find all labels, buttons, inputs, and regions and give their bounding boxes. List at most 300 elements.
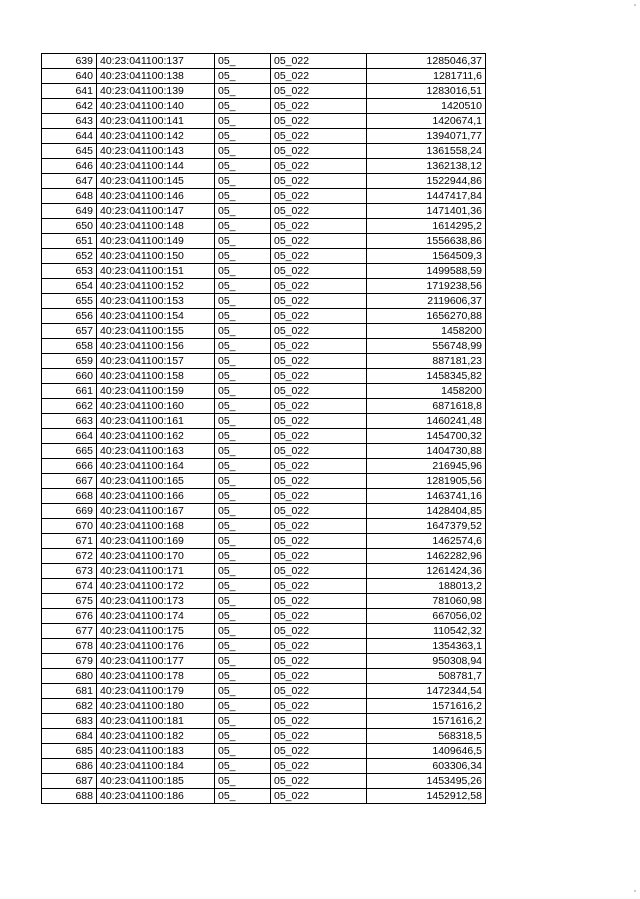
region-code-cell: 05_ [215, 654, 271, 669]
scan-speck [634, 4, 636, 6]
zone-code-cell: 05_022 [271, 84, 367, 99]
region-code-cell: 05_ [215, 579, 271, 594]
region-code-cell: 05_ [215, 174, 271, 189]
zone-code-cell: 05_022 [271, 444, 367, 459]
row-number-cell: 657 [42, 324, 97, 339]
row-number-cell: 677 [42, 624, 97, 639]
zone-code-cell: 05_022 [271, 339, 367, 354]
cadastral-value-cell: 110542,32 [367, 624, 486, 639]
table-row [42, 684, 486, 699]
table-row [42, 309, 486, 324]
row-number-cell: 667 [42, 474, 97, 489]
cadastral-value-cell: 1458200 [367, 384, 486, 399]
region-code-cell: 05_ [215, 69, 271, 84]
zone-code-cell: 05_022 [271, 549, 367, 564]
zone-code-cell: 05_022 [271, 99, 367, 114]
zone-code-cell: 05_022 [271, 369, 367, 384]
row-number-cell: 670 [42, 519, 97, 534]
row-number-cell: 650 [42, 219, 97, 234]
region-code-cell: 05_ [215, 204, 271, 219]
zone-code-cell: 05_022 [271, 144, 367, 159]
cadastral-value-cell: 1462282,96 [367, 549, 486, 564]
table-row [42, 219, 486, 234]
region-code-cell: 05_ [215, 774, 271, 789]
row-number-cell: 676 [42, 609, 97, 624]
cadastral-number-cell: 40:23:041100:152 [97, 279, 215, 294]
region-code-cell: 05_ [215, 159, 271, 174]
cadastral-number-cell: 40:23:041100:148 [97, 219, 215, 234]
row-number-cell: 651 [42, 234, 97, 249]
table-row [42, 399, 486, 414]
cadastral-value-cell: 508781,7 [367, 669, 486, 684]
row-number-cell: 662 [42, 399, 97, 414]
cadastral-value-cell: 1453495,26 [367, 774, 486, 789]
region-code-cell: 05_ [215, 279, 271, 294]
region-code-cell: 05_ [215, 144, 271, 159]
region-code-cell: 05_ [215, 744, 271, 759]
table-row [42, 474, 486, 489]
cadastral-number-cell: 40:23:041100:156 [97, 339, 215, 354]
table-row [42, 714, 486, 729]
region-code-cell: 05_ [215, 324, 271, 339]
zone-code-cell: 05_022 [271, 744, 367, 759]
region-code-cell: 05_ [215, 429, 271, 444]
cadastral-value-cell: 1452912,58 [367, 789, 486, 804]
cadastral-number-cell: 40:23:041100:183 [97, 744, 215, 759]
region-code-cell: 05_ [215, 594, 271, 609]
region-code-cell: 05_ [215, 114, 271, 129]
cadastral-value-cell: 1719238,56 [367, 279, 486, 294]
zone-code-cell: 05_022 [271, 189, 367, 204]
region-code-cell: 05_ [215, 249, 271, 264]
cadastral-number-cell: 40:23:041100:147 [97, 204, 215, 219]
table-row [42, 759, 486, 774]
cadastral-number-cell: 40:23:041100:141 [97, 114, 215, 129]
cadastral-value-cell: 1472344,54 [367, 684, 486, 699]
cadastral-number-cell: 40:23:041100:167 [97, 504, 215, 519]
row-number-cell: 669 [42, 504, 97, 519]
table-row [42, 639, 486, 654]
row-number-cell: 671 [42, 534, 97, 549]
table-row [42, 594, 486, 609]
cadastral-number-cell: 40:23:041100:159 [97, 384, 215, 399]
region-code-cell: 05_ [215, 504, 271, 519]
cadastral-number-cell: 40:23:041100:138 [97, 69, 215, 84]
row-number-cell: 644 [42, 129, 97, 144]
zone-code-cell: 05_022 [271, 129, 367, 144]
table-row [42, 444, 486, 459]
region-code-cell: 05_ [215, 294, 271, 309]
table-row [42, 99, 486, 114]
region-code-cell: 05_ [215, 519, 271, 534]
zone-code-cell: 05_022 [271, 714, 367, 729]
table-row [42, 519, 486, 534]
row-number-cell: 672 [42, 549, 97, 564]
cadastral-number-cell: 40:23:041100:137 [97, 54, 215, 69]
table-row [42, 279, 486, 294]
region-code-cell: 05_ [215, 309, 271, 324]
zone-code-cell: 05_022 [271, 654, 367, 669]
zone-code-cell: 05_022 [271, 324, 367, 339]
table-row [42, 654, 486, 669]
cadastral-value-cell: 781060,98 [367, 594, 486, 609]
cadastral-value-table [41, 53, 486, 804]
row-number-cell: 680 [42, 669, 97, 684]
cadastral-number-cell: 40:23:041100:185 [97, 774, 215, 789]
cadastral-value-cell: 1458200 [367, 324, 486, 339]
row-number-cell: 666 [42, 459, 97, 474]
zone-code-cell: 05_022 [271, 69, 367, 84]
region-code-cell: 05_ [215, 759, 271, 774]
cadastral-value-cell: 1362138,12 [367, 159, 486, 174]
zone-code-cell: 05_022 [271, 204, 367, 219]
cadastral-value-cell: 603306,34 [367, 759, 486, 774]
cadastral-value-cell: 1394071,77 [367, 129, 486, 144]
cadastral-number-cell: 40:23:041100:151 [97, 264, 215, 279]
zone-code-cell: 05_022 [271, 399, 367, 414]
cadastral-value-cell: 1261424,36 [367, 564, 486, 579]
zone-code-cell: 05_022 [271, 684, 367, 699]
row-number-cell: 673 [42, 564, 97, 579]
cadastral-value-cell: 1564509,3 [367, 249, 486, 264]
cadastral-number-cell: 40:23:041100:142 [97, 129, 215, 144]
row-number-cell: 652 [42, 249, 97, 264]
cadastral-number-cell: 40:23:041100:161 [97, 414, 215, 429]
region-code-cell: 05_ [215, 189, 271, 204]
region-code-cell: 05_ [215, 534, 271, 549]
row-number-cell: 642 [42, 99, 97, 114]
cadastral-value-cell: 1354363,1 [367, 639, 486, 654]
region-code-cell: 05_ [215, 609, 271, 624]
cadastral-value-cell: 1454700,32 [367, 429, 486, 444]
zone-code-cell: 05_022 [271, 534, 367, 549]
cadastral-number-cell: 40:23:041100:140 [97, 99, 215, 114]
cadastral-value-cell: 1458345,82 [367, 369, 486, 384]
region-code-cell: 05_ [215, 729, 271, 744]
cadastral-number-cell: 40:23:041100:179 [97, 684, 215, 699]
zone-code-cell: 05_022 [271, 354, 367, 369]
cadastral-number-cell: 40:23:041100:163 [97, 444, 215, 459]
cadastral-value-cell: 556748,99 [367, 339, 486, 354]
cadastral-value-cell: 667056,02 [367, 609, 486, 624]
zone-code-cell: 05_022 [271, 264, 367, 279]
row-number-cell: 655 [42, 294, 97, 309]
cadastral-number-cell: 40:23:041100:153 [97, 294, 215, 309]
region-code-cell: 05_ [215, 624, 271, 639]
row-number-cell: 653 [42, 264, 97, 279]
region-code-cell: 05_ [215, 714, 271, 729]
region-code-cell: 05_ [215, 354, 271, 369]
cadastral-number-cell: 40:23:041100:186 [97, 789, 215, 804]
cadastral-value-cell: 568318,5 [367, 729, 486, 744]
cadastral-number-cell: 40:23:041100:158 [97, 369, 215, 384]
cadastral-number-cell: 40:23:041100:149 [97, 234, 215, 249]
cadastral-number-cell: 40:23:041100:176 [97, 639, 215, 654]
cadastral-number-cell: 40:23:041100:172 [97, 579, 215, 594]
zone-code-cell: 05_022 [271, 294, 367, 309]
row-number-cell: 668 [42, 489, 97, 504]
cadastral-number-cell: 40:23:041100:182 [97, 729, 215, 744]
row-number-cell: 648 [42, 189, 97, 204]
table-row [42, 174, 486, 189]
zone-code-cell: 05_022 [271, 114, 367, 129]
table-row [42, 294, 486, 309]
table-row [42, 339, 486, 354]
table-row [42, 789, 486, 804]
table-row [42, 114, 486, 129]
zone-code-cell: 05_022 [271, 579, 367, 594]
zone-code-cell: 05_022 [271, 519, 367, 534]
cadastral-number-cell: 40:23:041100:184 [97, 759, 215, 774]
table-row [42, 354, 486, 369]
region-code-cell: 05_ [215, 684, 271, 699]
table-row [42, 129, 486, 144]
zone-code-cell: 05_022 [271, 384, 367, 399]
cadastral-number-cell: 40:23:041100:157 [97, 354, 215, 369]
cadastral-number-cell: 40:23:041100:165 [97, 474, 215, 489]
row-number-cell: 649 [42, 204, 97, 219]
table-row [42, 549, 486, 564]
zone-code-cell: 05_022 [271, 234, 367, 249]
cadastral-number-cell: 40:23:041100:175 [97, 624, 215, 639]
zone-code-cell: 05_022 [271, 729, 367, 744]
region-code-cell: 05_ [215, 639, 271, 654]
row-number-cell: 659 [42, 354, 97, 369]
zone-code-cell: 05_022 [271, 594, 367, 609]
region-code-cell: 05_ [215, 414, 271, 429]
table-row [42, 609, 486, 624]
row-number-cell: 688 [42, 789, 97, 804]
zone-code-cell: 05_022 [271, 669, 367, 684]
cadastral-number-cell: 40:23:041100:171 [97, 564, 215, 579]
region-code-cell: 05_ [215, 339, 271, 354]
cadastral-number-cell: 40:23:041100:145 [97, 174, 215, 189]
cadastral-value-cell: 1447417,84 [367, 189, 486, 204]
region-code-cell: 05_ [215, 699, 271, 714]
table-row [42, 384, 486, 399]
table-row [42, 144, 486, 159]
row-number-cell: 687 [42, 774, 97, 789]
cadastral-value-cell: 2119606,37 [367, 294, 486, 309]
table-row [42, 579, 486, 594]
table-row [42, 264, 486, 279]
cadastral-value-cell: 1281905,56 [367, 474, 486, 489]
zone-code-cell: 05_022 [271, 774, 367, 789]
zone-code-cell: 05_022 [271, 624, 367, 639]
region-code-cell: 05_ [215, 264, 271, 279]
row-number-cell: 678 [42, 639, 97, 654]
table-row [42, 324, 486, 339]
table-row [42, 729, 486, 744]
table-row [42, 744, 486, 759]
table-row [42, 459, 486, 474]
cadastral-number-cell: 40:23:041100:181 [97, 714, 215, 729]
cadastral-value-cell: 1647379,52 [367, 519, 486, 534]
row-number-cell: 686 [42, 759, 97, 774]
table-row [42, 699, 486, 714]
zone-code-cell: 05_022 [271, 474, 367, 489]
row-number-cell: 654 [42, 279, 97, 294]
region-code-cell: 05_ [215, 234, 271, 249]
table-row [42, 534, 486, 549]
table-row [42, 249, 486, 264]
table-row [42, 54, 486, 69]
cadastral-value-cell: 1283016,51 [367, 84, 486, 99]
cadastral-number-cell: 40:23:041100:174 [97, 609, 215, 624]
region-code-cell: 05_ [215, 474, 271, 489]
row-number-cell: 661 [42, 384, 97, 399]
region-code-cell: 05_ [215, 99, 271, 114]
cadastral-value-cell: 1463741,16 [367, 489, 486, 504]
cadastral-number-cell: 40:23:041100:160 [97, 399, 215, 414]
region-code-cell: 05_ [215, 564, 271, 579]
cadastral-number-cell: 40:23:041100:139 [97, 84, 215, 99]
region-code-cell: 05_ [215, 489, 271, 504]
table-row [42, 669, 486, 684]
cadastral-number-cell: 40:23:041100:144 [97, 159, 215, 174]
region-code-cell: 05_ [215, 384, 271, 399]
cadastral-number-cell: 40:23:041100:178 [97, 669, 215, 684]
region-code-cell: 05_ [215, 459, 271, 474]
cadastral-number-cell: 40:23:041100:162 [97, 429, 215, 444]
region-code-cell: 05_ [215, 444, 271, 459]
cadastral-number-cell: 40:23:041100:164 [97, 459, 215, 474]
zone-code-cell: 05_022 [271, 429, 367, 444]
row-number-cell: 660 [42, 369, 97, 384]
zone-code-cell: 05_022 [271, 789, 367, 804]
zone-code-cell: 05_022 [271, 249, 367, 264]
cadastral-value-cell: 950308,94 [367, 654, 486, 669]
region-code-cell: 05_ [215, 399, 271, 414]
row-number-cell: 643 [42, 114, 97, 129]
region-code-cell: 05_ [215, 219, 271, 234]
cadastral-value-cell: 1285046,37 [367, 54, 486, 69]
cadastral-value-cell: 1428404,85 [367, 504, 486, 519]
table-row [42, 369, 486, 384]
zone-code-cell: 05_022 [271, 174, 367, 189]
row-number-cell: 641 [42, 84, 97, 99]
cadastral-value-cell: 1361558,24 [367, 144, 486, 159]
zone-code-cell: 05_022 [271, 564, 367, 579]
cadastral-number-cell: 40:23:041100:173 [97, 594, 215, 609]
cadastral-value-cell: 6871618,8 [367, 399, 486, 414]
zone-code-cell: 05_022 [271, 159, 367, 174]
zone-code-cell: 05_022 [271, 219, 367, 234]
cadastral-number-cell: 40:23:041100:177 [97, 654, 215, 669]
cadastral-value-cell: 1656270,88 [367, 309, 486, 324]
region-code-cell: 05_ [215, 84, 271, 99]
row-number-cell: 665 [42, 444, 97, 459]
table-row [42, 69, 486, 84]
zone-code-cell: 05_022 [271, 489, 367, 504]
cadastral-value-cell: 1462574,6 [367, 534, 486, 549]
zone-code-cell: 05_022 [271, 309, 367, 324]
region-code-cell: 05_ [215, 54, 271, 69]
zone-code-cell: 05_022 [271, 504, 367, 519]
row-number-cell: 645 [42, 144, 97, 159]
cadastral-value-cell: 1471401,36 [367, 204, 486, 219]
cadastral-value-cell: 1460241,48 [367, 414, 486, 429]
zone-code-cell: 05_022 [271, 759, 367, 774]
zone-code-cell: 05_022 [271, 279, 367, 294]
table-row [42, 624, 486, 639]
cadastral-value-cell: 1571616,2 [367, 699, 486, 714]
row-number-cell: 646 [42, 159, 97, 174]
table-body [42, 54, 486, 804]
table-row [42, 504, 486, 519]
table-row [42, 204, 486, 219]
cadastral-value-cell: 1420510 [367, 99, 486, 114]
cadastral-value-cell: 1409646,5 [367, 744, 486, 759]
row-number-cell: 639 [42, 54, 97, 69]
cadastral-number-cell: 40:23:041100:150 [97, 249, 215, 264]
region-code-cell: 05_ [215, 789, 271, 804]
cadastral-value-cell: 1420674,1 [367, 114, 486, 129]
region-code-cell: 05_ [215, 369, 271, 384]
cadastral-number-cell: 40:23:041100:166 [97, 489, 215, 504]
row-number-cell: 675 [42, 594, 97, 609]
row-number-cell: 683 [42, 714, 97, 729]
table-row [42, 234, 486, 249]
zone-code-cell: 05_022 [271, 609, 367, 624]
zone-code-cell: 05_022 [271, 459, 367, 474]
cadastral-number-cell: 40:23:041100:180 [97, 699, 215, 714]
row-number-cell: 656 [42, 309, 97, 324]
zone-code-cell: 05_022 [271, 54, 367, 69]
row-number-cell: 681 [42, 684, 97, 699]
cadastral-value-cell: 1556638,86 [367, 234, 486, 249]
row-number-cell: 674 [42, 579, 97, 594]
cadastral-value-cell: 1522944,86 [367, 174, 486, 189]
row-number-cell: 647 [42, 174, 97, 189]
table-row [42, 84, 486, 99]
table-row [42, 774, 486, 789]
cadastral-number-cell: 40:23:041100:170 [97, 549, 215, 564]
table-row [42, 429, 486, 444]
cadastral-value-cell: 887181,23 [367, 354, 486, 369]
cadastral-number-cell: 40:23:041100:155 [97, 324, 215, 339]
cadastral-number-cell: 40:23:041100:154 [97, 309, 215, 324]
row-number-cell: 640 [42, 69, 97, 84]
row-number-cell: 685 [42, 744, 97, 759]
cadastral-value-cell: 1571616,2 [367, 714, 486, 729]
table-row [42, 489, 486, 504]
row-number-cell: 684 [42, 729, 97, 744]
row-number-cell: 664 [42, 429, 97, 444]
region-code-cell: 05_ [215, 669, 271, 684]
cadastral-value-cell: 216945,96 [367, 459, 486, 474]
region-code-cell: 05_ [215, 549, 271, 564]
table-row [42, 159, 486, 174]
row-number-cell: 682 [42, 699, 97, 714]
cadastral-value-cell: 1281711,6 [367, 69, 486, 84]
table-row [42, 189, 486, 204]
row-number-cell: 658 [42, 339, 97, 354]
cadastral-number-cell: 40:23:041100:146 [97, 189, 215, 204]
cadastral-value-cell: 188013,2 [367, 579, 486, 594]
cadastral-number-cell: 40:23:041100:168 [97, 519, 215, 534]
cadastral-value-cell: 1614295,2 [367, 219, 486, 234]
table-row [42, 414, 486, 429]
cadastral-number-cell: 40:23:041100:169 [97, 534, 215, 549]
cadastral-value-cell: 1404730,88 [367, 444, 486, 459]
zone-code-cell: 05_022 [271, 699, 367, 714]
cadastral-number-cell: 40:23:041100:143 [97, 144, 215, 159]
cadastral-value-cell: 1499588,59 [367, 264, 486, 279]
zone-code-cell: 05_022 [271, 414, 367, 429]
row-number-cell: 663 [42, 414, 97, 429]
zone-code-cell: 05_022 [271, 639, 367, 654]
